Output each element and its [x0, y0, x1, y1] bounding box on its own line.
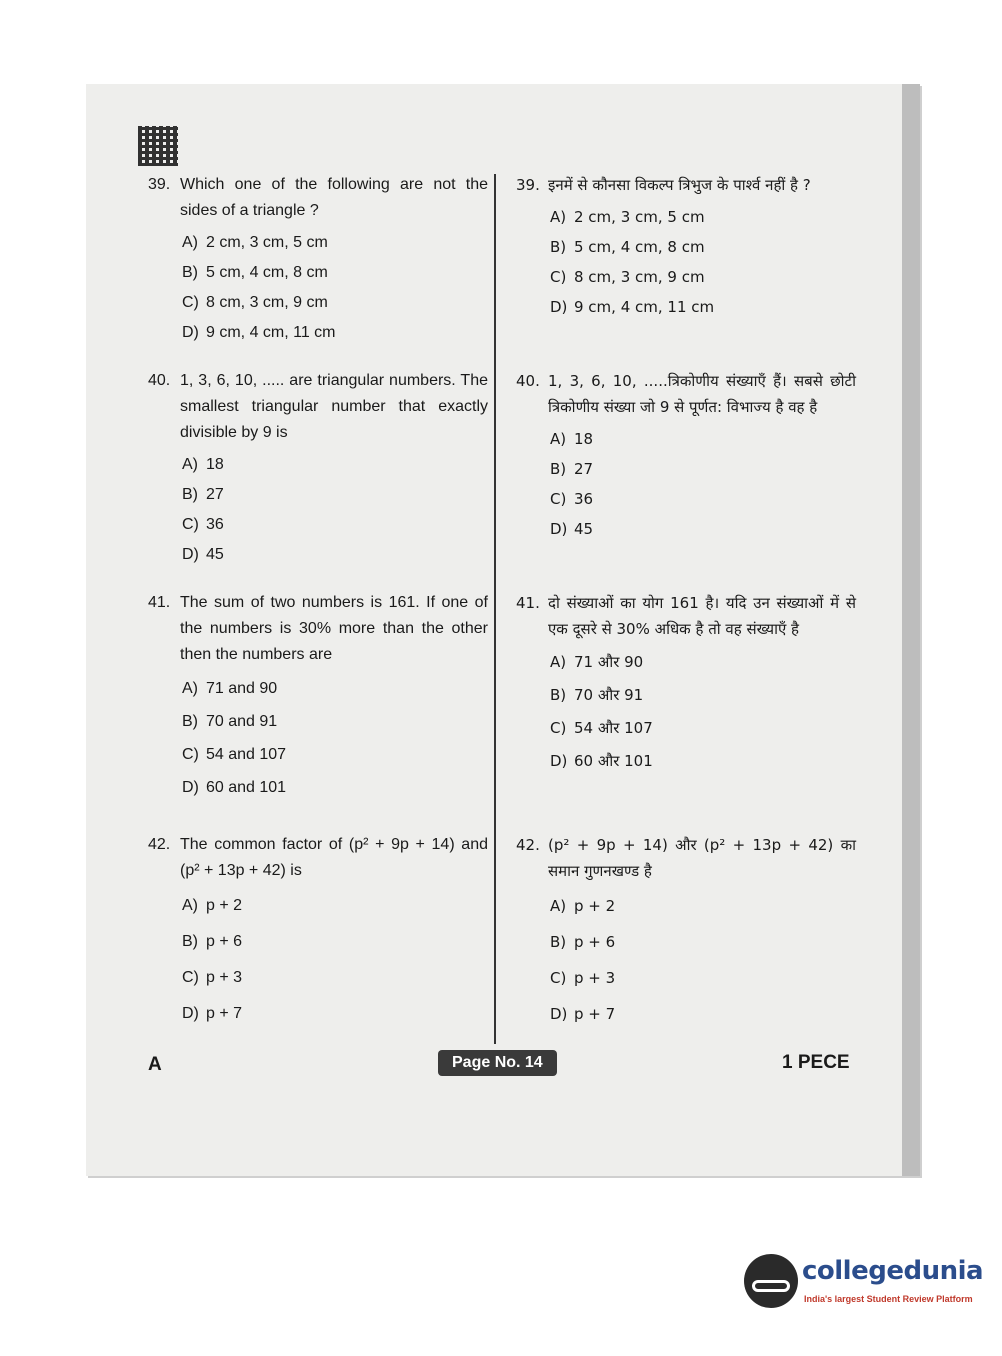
option-label: D) — [182, 779, 199, 796]
option-label: D) — [182, 546, 199, 563]
option-label: B) — [182, 933, 198, 950]
option-c[interactable] — [182, 960, 488, 996]
options-list — [182, 228, 488, 348]
option-label: D) — [550, 1005, 568, 1023]
option-label: C) — [182, 294, 199, 311]
option-label: D) — [550, 752, 568, 770]
option-label: A) — [550, 208, 567, 226]
option-b[interactable] — [550, 232, 856, 262]
question-number: 39. — [148, 176, 171, 193]
page-number-badge: Page No. 14 — [438, 1050, 557, 1076]
option-label: C) — [182, 969, 199, 986]
en-question-40 — [148, 368, 488, 570]
question-number: 41. — [148, 594, 171, 611]
option-text: 45 — [574, 520, 594, 538]
paper-code: 1 PECE — [782, 1052, 850, 1073]
en-question-41 — [148, 590, 488, 804]
option-label: B) — [550, 460, 567, 478]
option-a[interactable] — [550, 888, 856, 924]
option-label: C) — [550, 490, 567, 508]
question-text: 1, 3, 6, 10, .....त्रिकोणीय संख्याएँ हैं। सबसे छोटी त्रिकोणीय संख्या जो 9 से पूर्णत: विभाज्य है वह है — [548, 372, 856, 416]
sheet-edge — [902, 84, 920, 1176]
option-text: 60 and 101 — [206, 779, 287, 796]
options-list — [550, 888, 856, 1032]
option-c[interactable] — [550, 484, 856, 514]
option-label: D) — [182, 324, 199, 341]
option-text: 70 and 91 — [206, 713, 278, 730]
options-list — [550, 202, 856, 322]
option-text: 9 cm, 4 cm, 11 cm — [574, 298, 715, 316]
option-text: 5 cm, 4 cm, 8 cm — [574, 238, 705, 256]
option-d[interactable] — [550, 514, 856, 544]
option-label: C) — [182, 516, 199, 533]
option-d[interactable] — [182, 318, 488, 348]
option-c[interactable] — [550, 712, 856, 745]
option-text: p + 7 — [574, 1005, 616, 1023]
qr-code-icon — [138, 126, 178, 166]
option-d[interactable] — [550, 745, 856, 778]
option-text: 45 — [206, 546, 224, 563]
option-b[interactable] — [550, 924, 856, 960]
option-text: 36 — [574, 490, 594, 508]
option-b[interactable] — [550, 679, 856, 712]
option-text: 54 and 107 — [206, 746, 287, 763]
option-text: 8 cm, 3 cm, 9 cm — [206, 294, 328, 311]
option-a[interactable] — [550, 424, 856, 454]
option-label: D) — [550, 520, 568, 538]
brand-logo — [744, 1250, 984, 1314]
option-text: p + 3 — [574, 969, 616, 987]
options-list — [550, 424, 856, 544]
option-text: 2 cm, 3 cm, 5 cm — [574, 208, 705, 226]
option-b[interactable] — [182, 924, 488, 960]
option-a[interactable] — [182, 450, 488, 480]
option-text: p + 2 — [574, 897, 616, 915]
option-label: D) — [550, 298, 568, 316]
option-b[interactable] — [182, 705, 488, 738]
option-text: 71 and 90 — [206, 680, 278, 697]
hi-question-40 — [516, 368, 856, 544]
options-list — [182, 888, 488, 1032]
option-label: A) — [182, 234, 198, 251]
option-a[interactable] — [550, 646, 856, 679]
question-text: 1, 3, 6, 10, ..... are triangular numbers. The smallest triangular number that exactly divisible by 9 is — [180, 372, 488, 441]
option-b[interactable] — [550, 454, 856, 484]
series-label: A — [148, 1054, 162, 1075]
question-text: The sum of two numbers is 161. If one of the numbers is 30% more than the other then the numbers are — [180, 594, 488, 663]
exam-sheet — [86, 84, 920, 1176]
option-d[interactable] — [182, 996, 488, 1032]
en-question-42 — [148, 832, 488, 1032]
hi-question-41 — [516, 590, 856, 778]
question-number: 42. — [148, 836, 171, 853]
option-text: 18 — [574, 430, 594, 448]
question-text: इनमें से कौनसा विकल्प त्रिभुज के पार्श्व नहीं है ? — [548, 176, 811, 194]
question-number: 42. — [516, 836, 540, 854]
mascot-icon — [744, 1254, 798, 1308]
option-d[interactable] — [182, 771, 488, 804]
option-text: p + 6 — [574, 933, 616, 951]
question-number: 39. — [516, 176, 540, 194]
option-b[interactable] — [182, 258, 488, 288]
hi-question-39 — [516, 172, 856, 322]
option-text: 27 — [206, 486, 224, 503]
option-text: 27 — [574, 460, 594, 478]
option-a[interactable] — [182, 888, 488, 924]
option-label: B) — [182, 264, 198, 281]
hi-question-42 — [516, 832, 856, 1032]
option-label: B) — [550, 686, 567, 704]
option-label: C) — [550, 719, 567, 737]
option-a[interactable] — [182, 672, 488, 705]
option-text: 71 और 90 — [574, 653, 644, 671]
option-label: B) — [182, 713, 198, 730]
question-number: 40. — [148, 372, 171, 389]
option-c[interactable] — [182, 510, 488, 540]
option-c[interactable] — [550, 262, 856, 292]
option-label: B) — [550, 933, 567, 951]
question-text: Which one of the following are not the sides of a triangle ? — [180, 176, 488, 219]
option-c[interactable] — [550, 960, 856, 996]
option-label: B) — [550, 238, 567, 256]
question-number: 41. — [516, 594, 540, 612]
question-number: 40. — [516, 372, 540, 390]
option-text: p + 6 — [206, 933, 243, 950]
option-text: 9 cm, 4 cm, 11 cm — [206, 324, 336, 341]
option-label: C) — [550, 969, 567, 987]
brand-name: collegedunia — [802, 1256, 984, 1286]
option-d[interactable] — [182, 540, 488, 570]
en-question-39 — [148, 172, 488, 348]
option-text: 2 cm, 3 cm, 5 cm — [206, 234, 328, 251]
option-d[interactable] — [550, 996, 856, 1032]
brand-tagline: India's largest Student Review Platform — [804, 1294, 973, 1304]
option-label: A) — [182, 680, 198, 697]
option-label: A) — [550, 897, 567, 915]
options-list — [182, 450, 488, 570]
option-text: 8 cm, 3 cm, 9 cm — [574, 268, 705, 286]
option-text: 18 — [206, 456, 224, 473]
question-text: दो संख्याओं का योग 161 है। यदि उन संख्याओं में से एक दूसरे से 30% अधिक है तो वह संख्याएँ है — [548, 594, 856, 638]
option-label: A) — [550, 430, 567, 448]
option-label: D) — [182, 1005, 199, 1022]
option-text: 70 और 91 — [574, 686, 644, 704]
option-d[interactable] — [550, 292, 856, 322]
option-c[interactable] — [182, 288, 488, 318]
option-label: B) — [182, 486, 198, 503]
option-a[interactable] — [550, 202, 856, 232]
option-text: p + 3 — [206, 969, 243, 986]
option-text: p + 7 — [206, 1005, 243, 1022]
option-c[interactable] — [182, 738, 488, 771]
option-label: C) — [550, 268, 567, 286]
option-text: 5 cm, 4 cm, 8 cm — [206, 264, 328, 281]
option-text: 60 और 101 — [574, 752, 653, 770]
option-label: A) — [182, 456, 198, 473]
option-text: 54 और 107 — [574, 719, 653, 737]
option-label: A) — [550, 653, 567, 671]
option-b[interactable] — [182, 480, 488, 510]
option-text: p + 2 — [206, 897, 243, 914]
column-divider — [494, 174, 496, 1044]
option-label: C) — [182, 746, 199, 763]
option-text: 36 — [206, 516, 224, 533]
option-label: A) — [182, 897, 198, 914]
options-list — [550, 646, 856, 778]
question-text: (p² + 9p + 14) और (p² + 13p + 42) का समान गुणनखण्ड है — [548, 836, 856, 880]
options-list — [182, 672, 488, 804]
question-text: The common factor of (p² + 9p + 14) and (p² + 13p + 42) is — [180, 836, 488, 879]
option-a[interactable] — [182, 228, 488, 258]
